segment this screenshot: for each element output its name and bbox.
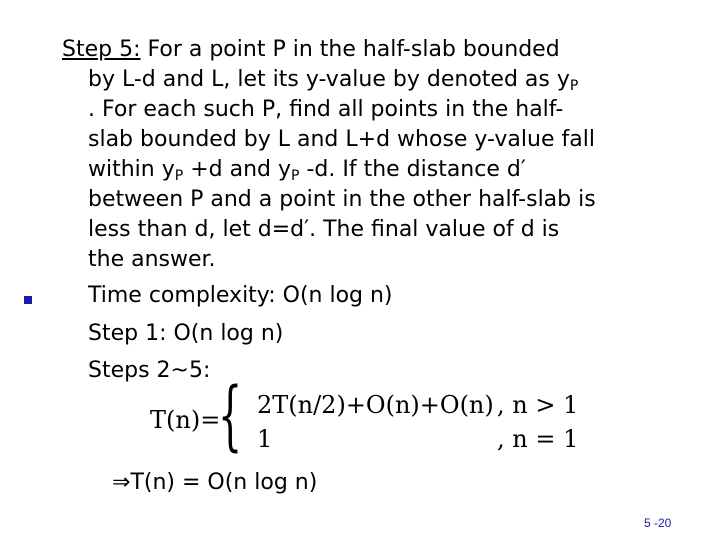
recurrence-case2-cond: , n = 1: [497, 425, 579, 453]
implies-arrow-icon: ⇒: [112, 470, 131, 495]
step5-line-1: Step 5: For a point P in the half-slab bounded: [62, 37, 560, 62]
recurrence-case1-expr: 2T(n/2)+O(n)+O(n): [257, 391, 494, 419]
recurrence-case2-expr: 1: [257, 425, 273, 453]
conclusion-line: [112, 470, 317, 495]
step5-line-8: the answer.: [88, 247, 216, 272]
step5-line-3: . For each such P, find all points in the half-: [88, 97, 564, 122]
recurrence-lhs: T(n)=: [150, 406, 221, 434]
step5-line-5: within $y_P +d$ and $y_P$ -d. If the distance d′: [88, 157, 526, 184]
time-complexity-line: Time complexity: O(n log n): [88, 283, 393, 308]
page-number: 5 -20: [644, 516, 672, 530]
left-brace-icon: {: [218, 370, 243, 459]
bullet-square-icon: [24, 296, 32, 304]
step1-complexity-line: Step 1: O(n log n): [88, 321, 284, 346]
step5-line-6: between P and a point in the other half-slab is: [88, 187, 596, 212]
step5-paragraph: [62, 35, 662, 275]
step5-label: Step 5:: [62, 37, 141, 62]
step5-line-4: slab bounded by L and L+d whose y-value fall: [88, 127, 595, 152]
step5-line-7: less than d, let d=d′. The final value of d is: [88, 217, 560, 242]
step5-line-2: by L-d and L, let its y-value by denoted as $y_P$: [88, 67, 579, 94]
steps2-5-label: Steps 2~5:: [88, 358, 211, 383]
recurrence-case1-cond: , n > 1: [497, 391, 579, 419]
conclusion-text: T(n) = O(n log n): [130, 470, 318, 495]
